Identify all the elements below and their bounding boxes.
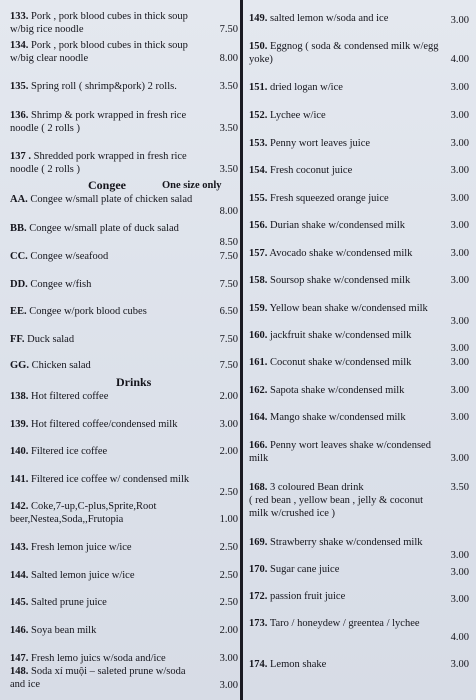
item-price: 2.50 bbox=[219, 570, 238, 581]
item-number: 145. bbox=[10, 597, 29, 608]
item-desc: jackfruit shake w/condensed milk bbox=[270, 330, 412, 341]
right-column bbox=[249, 0, 469, 700]
menu-item bbox=[10, 333, 238, 346]
item-price: 2.50 bbox=[219, 597, 238, 608]
item-price: 3.00 bbox=[450, 110, 469, 121]
item-desc: passion fruit juice bbox=[270, 591, 346, 602]
item-desc: Salted lemon juice w/ice bbox=[31, 570, 135, 581]
menu-item bbox=[249, 81, 469, 94]
left-column bbox=[10, 0, 238, 700]
item-number: 159. bbox=[249, 303, 268, 314]
item-number: 148. bbox=[10, 666, 29, 677]
item-desc: Mango shake w/condensed milk bbox=[270, 412, 406, 423]
drinks-heading: Drinks bbox=[116, 375, 152, 389]
item-number: 134. bbox=[10, 40, 29, 51]
item-desc: Fresh lemo juics w/soda and/ice bbox=[31, 653, 166, 664]
menu-item bbox=[249, 137, 469, 150]
item-desc: Filtered ice coffee bbox=[31, 446, 108, 457]
menu-item bbox=[249, 164, 469, 177]
item-number: 174. bbox=[249, 659, 268, 670]
item-desc-line3: milk w/crushed ice ) bbox=[249, 508, 336, 519]
item-desc: Lychee w/ice bbox=[270, 110, 326, 121]
menu-item bbox=[249, 247, 469, 260]
item-desc: Strawberry shake w/condensed milk bbox=[270, 537, 423, 548]
item-number: 143. bbox=[10, 542, 29, 553]
menu-item bbox=[10, 109, 238, 135]
item-number: 173. bbox=[249, 618, 268, 629]
menu-item bbox=[10, 222, 238, 248]
item-desc: Shrimp & pork wrapped in fresh rice bbox=[31, 110, 187, 121]
item-desc: dried logan w/ice bbox=[270, 82, 343, 93]
menu-item bbox=[249, 481, 469, 520]
menu-item bbox=[10, 569, 238, 582]
menu-item bbox=[10, 652, 238, 665]
item-price: 2.00 bbox=[219, 391, 238, 402]
item-desc: Fresh lemon juice w/ice bbox=[31, 542, 132, 553]
item-number: 138. bbox=[10, 391, 29, 402]
item-number: 155. bbox=[249, 193, 268, 204]
item-number: BB. bbox=[10, 223, 27, 234]
menu-item bbox=[249, 109, 469, 122]
item-number: 151. bbox=[249, 82, 268, 93]
item-price: 7.50 bbox=[219, 279, 238, 290]
item-price: 3.00 bbox=[219, 680, 238, 691]
item-number: 152. bbox=[249, 110, 268, 121]
item-desc: Hot filtered coffee/condensed milk bbox=[31, 419, 178, 430]
menu-item bbox=[10, 596, 238, 609]
item-price: 3.00 bbox=[450, 193, 469, 204]
menu-item bbox=[249, 658, 469, 671]
item-number: 170. bbox=[249, 564, 268, 575]
item-number: 153. bbox=[249, 138, 268, 149]
item-price: 3.00 bbox=[450, 412, 469, 423]
item-desc: Hot filtered coffee bbox=[31, 391, 109, 402]
item-desc: Duck salad bbox=[27, 334, 75, 345]
item-desc: Avocado shake w/condensed milk bbox=[269, 248, 413, 259]
item-price: 8.50 bbox=[219, 237, 238, 248]
item-price: 7.50 bbox=[219, 334, 238, 345]
item-number: 150. bbox=[249, 41, 268, 52]
item-desc: Coconut shake w/condensed milk bbox=[270, 357, 412, 368]
item-desc-line2: milk bbox=[249, 453, 269, 464]
item-desc: Pork , pork blood cubes in thick soup bbox=[31, 40, 188, 51]
item-desc: Durian shake w/condensed milk bbox=[270, 220, 406, 231]
menu-item bbox=[249, 274, 469, 287]
menu-item bbox=[10, 80, 238, 93]
item-number: 136. bbox=[10, 110, 29, 121]
item-price: 3.00 bbox=[450, 15, 469, 26]
congee-heading: Congee bbox=[88, 178, 126, 192]
item-number: 168. bbox=[249, 482, 268, 493]
item-number: 142. bbox=[10, 501, 29, 512]
item-number: CC. bbox=[10, 251, 28, 262]
item-number: FF. bbox=[10, 334, 25, 345]
item-desc: Pork , pork blood cubes in thick soup bbox=[31, 11, 188, 22]
item-price: 2.00 bbox=[219, 625, 238, 636]
item-desc: Soursop shake w/condensed milk bbox=[270, 275, 411, 286]
item-desc: Soda xí muội – saleted prune w/soda bbox=[31, 666, 186, 677]
item-number: 157. bbox=[249, 248, 268, 259]
item-desc: Fresh coconut juice bbox=[270, 165, 353, 176]
menu-item bbox=[10, 193, 238, 217]
item-desc: Yellow bean shake w/condensed milk bbox=[269, 303, 428, 314]
item-price: 2.50 bbox=[219, 542, 238, 553]
menu-item bbox=[249, 590, 469, 603]
item-desc: Congee w/seafood bbox=[30, 251, 109, 262]
item-desc-line2: and ice bbox=[10, 679, 41, 690]
item-number: AA. bbox=[10, 194, 28, 205]
item-number: 154. bbox=[249, 165, 268, 176]
item-desc-line2: noodle ( 2 rolls ) bbox=[10, 123, 80, 134]
menu-item bbox=[10, 665, 238, 691]
item-number: 141. bbox=[10, 474, 29, 485]
item-price: 4.00 bbox=[450, 54, 469, 65]
menu-item bbox=[249, 356, 469, 369]
menu-item bbox=[249, 329, 469, 354]
item-desc: Coke,7-up,C-plus,Sprite,Root bbox=[31, 501, 157, 512]
item-number: 133. bbox=[10, 11, 29, 22]
menu-item bbox=[249, 40, 469, 66]
item-number: 172. bbox=[249, 591, 268, 602]
item-number: 140. bbox=[10, 446, 29, 457]
item-desc: 3 coloured Bean drink bbox=[270, 482, 364, 493]
menu-item bbox=[10, 541, 238, 554]
item-price: 3.00 bbox=[450, 567, 469, 578]
item-desc-line2: beer,Nestea,Soda,,Frutopia bbox=[10, 514, 124, 525]
item-number: 160. bbox=[249, 330, 268, 341]
item-price: 3.00 bbox=[450, 453, 469, 464]
item-desc-line2: w/big clear noodle bbox=[10, 53, 89, 64]
menu-item bbox=[10, 418, 238, 431]
item-desc: salted lemon w/soda and ice bbox=[270, 13, 389, 24]
menu-item bbox=[10, 500, 238, 526]
item-price: 3.50 bbox=[450, 482, 469, 493]
item-number: 149. bbox=[249, 13, 268, 24]
item-desc: Salted prune juice bbox=[31, 597, 107, 608]
item-price: 3.00 bbox=[450, 248, 469, 259]
menu-item bbox=[10, 390, 238, 403]
item-price: 3.00 bbox=[450, 343, 469, 354]
item-desc: Chicken salad bbox=[31, 360, 91, 371]
item-price: 7.50 bbox=[219, 360, 238, 371]
menu-item bbox=[10, 10, 238, 36]
item-desc: Congee w/fish bbox=[30, 279, 92, 290]
item-desc: Spring roll ( shrimp&pork) 2 rolls. bbox=[31, 81, 177, 92]
item-desc: Congee w/small plate of chicken salad bbox=[30, 194, 193, 205]
item-desc: Congee w/small plate of duck salad bbox=[29, 223, 179, 234]
menu-item bbox=[10, 445, 238, 458]
item-price: 3.00 bbox=[219, 653, 238, 664]
item-desc: Penny wort leaves juice bbox=[270, 138, 371, 149]
menu-item bbox=[10, 305, 238, 318]
item-price: 4.00 bbox=[450, 632, 469, 643]
item-desc: Penny wort leaves shake w/condensed bbox=[270, 440, 431, 451]
menu-item bbox=[249, 302, 469, 327]
menu-item bbox=[249, 563, 469, 576]
item-number: GG. bbox=[10, 360, 29, 371]
item-number: DD. bbox=[10, 279, 28, 290]
menu-item bbox=[10, 150, 238, 176]
item-desc: Fresh squeezed orange juice bbox=[270, 193, 389, 204]
item-price: 2.00 bbox=[219, 446, 238, 457]
item-price: 7.50 bbox=[219, 251, 238, 262]
item-price: 3.00 bbox=[450, 594, 469, 605]
item-number: 164. bbox=[249, 412, 268, 423]
item-desc: Lemon shake bbox=[270, 659, 327, 670]
item-price: 2.50 bbox=[219, 487, 238, 498]
menu-item bbox=[10, 39, 238, 65]
item-price: 3.00 bbox=[450, 165, 469, 176]
item-desc-line2: yoke) bbox=[249, 54, 273, 65]
item-price: 3.50 bbox=[219, 123, 238, 134]
menu-item bbox=[10, 473, 238, 498]
menu-item bbox=[10, 278, 238, 291]
item-desc-line2: ( red bean , yellow bean , jelly & coconut bbox=[249, 495, 424, 506]
menu-item bbox=[249, 384, 469, 397]
menu-item bbox=[249, 192, 469, 205]
item-price: 3.00 bbox=[450, 357, 469, 368]
item-desc: Soya bean milk bbox=[31, 625, 97, 636]
item-desc: Sugar cane juice bbox=[270, 564, 340, 575]
item-price: 3.00 bbox=[450, 275, 469, 286]
item-price: 3.50 bbox=[219, 81, 238, 92]
item-desc: Congee w/pork blood cubes bbox=[29, 306, 147, 317]
item-desc-line2: w/big rice noodle bbox=[10, 24, 84, 35]
item-price: 8.00 bbox=[219, 206, 238, 217]
item-desc: Taro / honeydew / greentea / lychee bbox=[269, 618, 420, 629]
item-desc: Shredded pork wrapped in fresh rice bbox=[33, 151, 187, 162]
item-number: 146. bbox=[10, 625, 29, 636]
menu-item bbox=[249, 12, 469, 25]
item-number: 147. bbox=[10, 653, 29, 664]
item-price: 3.00 bbox=[450, 316, 469, 327]
item-number: 158. bbox=[249, 275, 268, 286]
item-price: 3.00 bbox=[219, 419, 238, 430]
item-price: 3.00 bbox=[450, 659, 469, 670]
item-price: 7.50 bbox=[219, 24, 238, 35]
menu-item bbox=[249, 617, 469, 643]
menu-item bbox=[10, 359, 238, 372]
item-number: 137 . bbox=[10, 151, 31, 162]
item-desc: Eggnog ( soda & condensed milk w/egg bbox=[270, 41, 439, 52]
item-price: 8.00 bbox=[219, 53, 238, 64]
item-desc: Filtered ice coffee w/ condensed milk bbox=[31, 474, 190, 485]
item-number: 169. bbox=[249, 537, 268, 548]
item-number: 139. bbox=[10, 419, 29, 430]
item-number: 166. bbox=[249, 440, 268, 451]
menu-item bbox=[249, 219, 469, 232]
item-number: 161. bbox=[249, 357, 268, 368]
menu-item bbox=[249, 536, 469, 561]
item-number: 135. bbox=[10, 81, 29, 92]
menu-item bbox=[249, 439, 469, 465]
menu-item bbox=[10, 624, 238, 637]
item-desc-line2: noodle ( 2 rolls ) bbox=[10, 164, 80, 175]
item-number: 144. bbox=[10, 570, 29, 581]
item-price: 1.00 bbox=[219, 514, 238, 525]
item-number: 162. bbox=[249, 385, 268, 396]
item-number: EE. bbox=[10, 306, 27, 317]
congee-size-note: One size only bbox=[162, 180, 222, 191]
item-price: 3.00 bbox=[450, 550, 469, 561]
item-price: 3.00 bbox=[450, 82, 469, 93]
item-price: 6.50 bbox=[219, 306, 238, 317]
menu-item bbox=[249, 411, 469, 424]
column-divider bbox=[240, 0, 243, 700]
item-price: 3.00 bbox=[450, 385, 469, 396]
item-price: 3.00 bbox=[450, 138, 469, 149]
item-price: 3.50 bbox=[219, 164, 238, 175]
item-number: 156. bbox=[249, 220, 268, 231]
menu-item bbox=[10, 250, 238, 263]
item-desc: Sapota shake w/condensed milk bbox=[270, 385, 405, 396]
item-price: 3.00 bbox=[450, 220, 469, 231]
